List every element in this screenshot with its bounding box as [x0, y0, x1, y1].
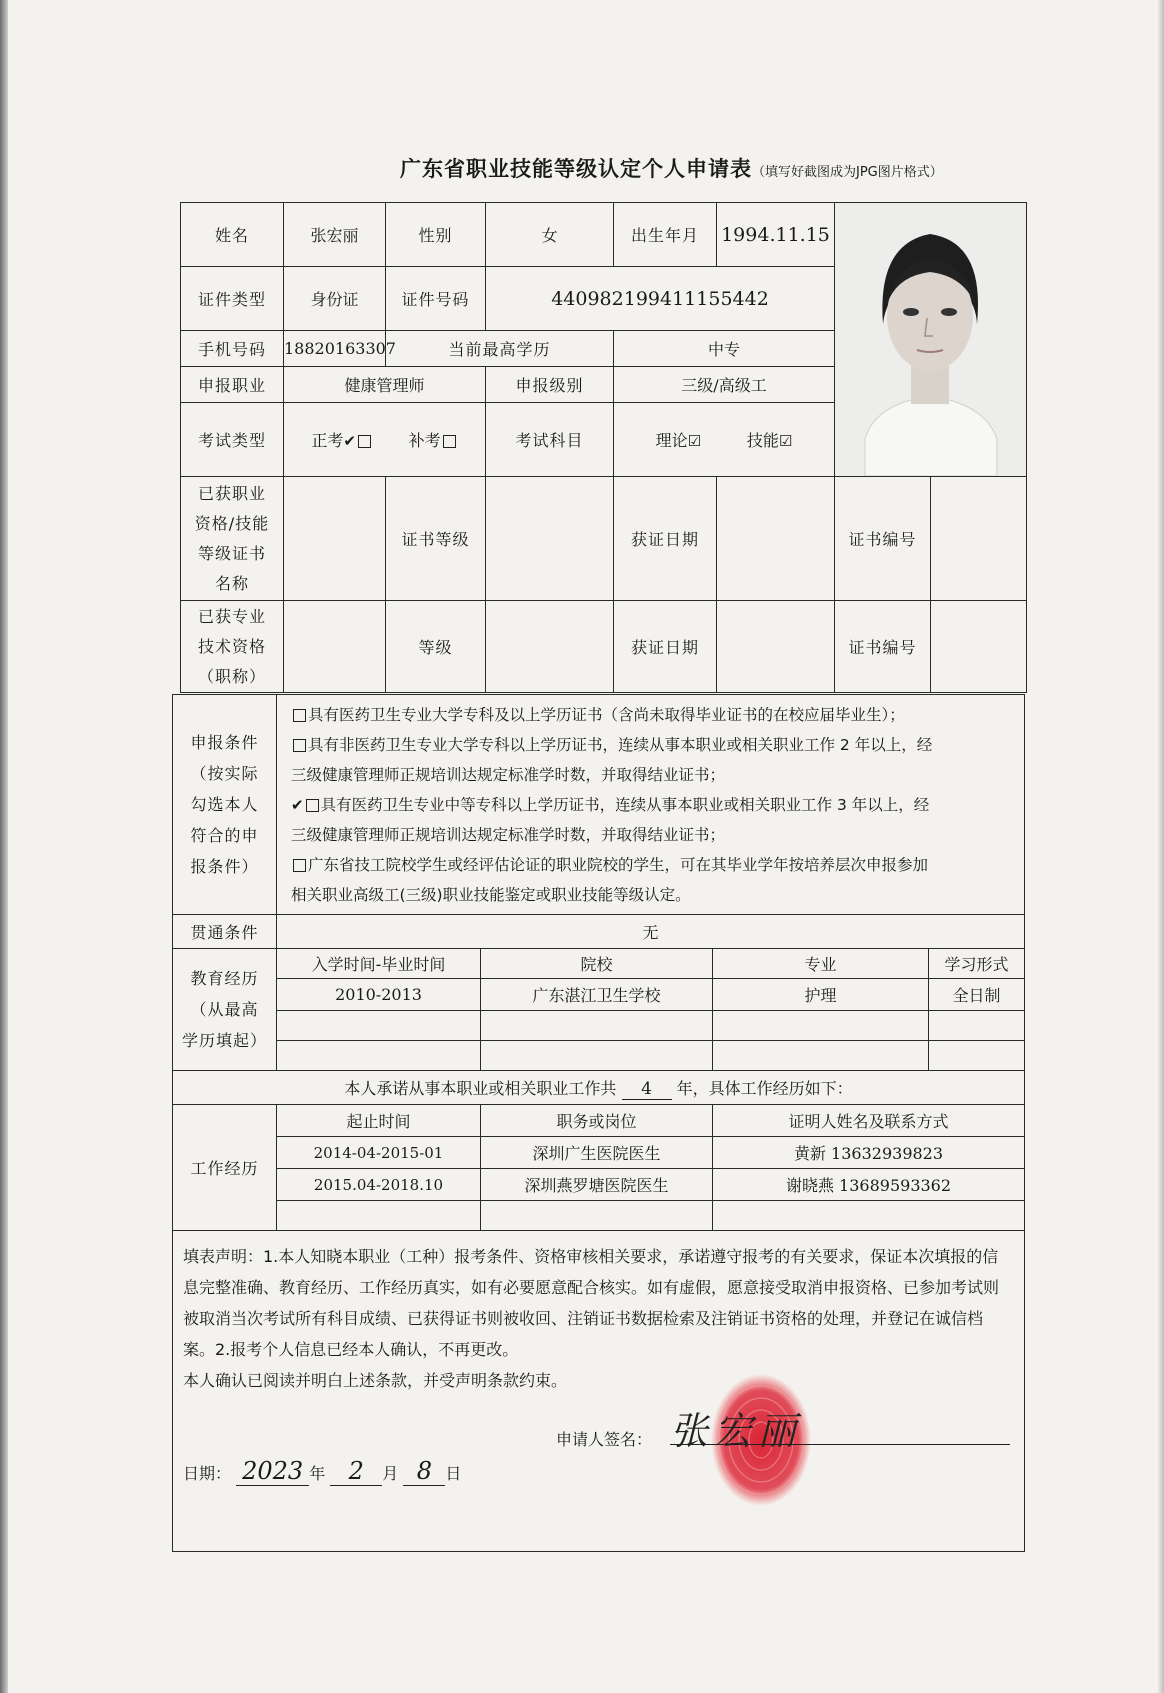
- declaration-text: 填表声明：1.本人知晓本职业（工种）报考条件、资格审核相关要求，承诺遵守报考的有关要求，保证本次填报的信息完整准确、教育经历、工作经历真实，如有必要愿意配合核实。如有虚假，愿意接受取消申报资格、已参加考试则被取消当次考试所有科目成绩、已获得证书则被收回、注销证书数据检索及注销证书资格的处理，并登记在诚信档案。2.报考个人信息已经本人确认，不再更改。: [183, 1247, 1000, 1359]
- condition-item-2: [285, 730, 1016, 760]
- birth-value[interactable]: 1994.11.15: [717, 203, 835, 267]
- job-label: 申报职业: [181, 367, 284, 403]
- edu-row1-form[interactable]: 全日制: [929, 979, 1025, 1011]
- applicant-signature[interactable]: 张宏丽: [670, 1409, 803, 1453]
- cert2-label-line3: （职称）: [197, 666, 266, 686]
- cert1-no-value[interactable]: [931, 477, 1027, 601]
- portrait-image: [835, 204, 1025, 476]
- conditions-label-line5: 报条件）: [190, 857, 259, 876]
- work-promise: [173, 1071, 1025, 1105]
- education-label: [173, 949, 277, 1071]
- condition-4-checkbox[interactable]: [293, 859, 306, 872]
- page-shadow-left: [0, 0, 8, 1693]
- work-row3-position[interactable]: [481, 1201, 713, 1231]
- edu-row3-school[interactable]: [481, 1041, 713, 1071]
- edu-value[interactable]: 中专: [614, 331, 835, 367]
- id-no-label: 证件号码: [386, 267, 486, 331]
- exam-bu-checkbox[interactable]: [443, 435, 456, 448]
- condition-1-text: 具有医药卫生专业大学专科及以上学历证书（含尚未取得毕业证书的在校应届毕业生）；: [308, 705, 905, 724]
- cert1-grade-label: 证书等级: [386, 477, 486, 601]
- condition-item-4: [285, 850, 1016, 880]
- theory-checkbox[interactable]: ☑: [687, 432, 702, 450]
- signature-label: 申请人签名：: [556, 1430, 653, 1449]
- level-label: 申报级别: [486, 367, 614, 403]
- condition-item-3: [285, 790, 1016, 820]
- condition-2-checkbox[interactable]: [293, 739, 306, 752]
- conditions-label-line4: 符合的申: [190, 826, 259, 845]
- name-value[interactable]: 张宏丽: [284, 203, 386, 267]
- date-day[interactable]: 8: [403, 1457, 445, 1486]
- condition-2-text: 具有非医药卫生专业大学专科以上学历证书，连续从事本职业或相关职业工作 2 年以上，经: [308, 735, 933, 754]
- exam-type-options: [284, 403, 486, 477]
- cert1-label: [181, 477, 284, 601]
- skill-checkbox[interactable]: ☑: [778, 432, 793, 450]
- cert2-label: [181, 601, 284, 693]
- date-label: 日期：: [183, 1464, 232, 1483]
- table-row: [173, 1169, 1025, 1201]
- theory-label: 理论: [655, 431, 688, 450]
- conditions-label-line2: （按实际: [190, 764, 259, 783]
- edu-row2-time[interactable]: [277, 1011, 481, 1041]
- conditions-label-line1: 申报条件: [190, 733, 259, 752]
- phone-value[interactable]: 18820163307: [284, 331, 386, 367]
- condition-item-2-cont: 三级健康管理师正规培训达规定标准学时数，并取得结业证书；: [291, 765, 726, 784]
- edu-row1-school[interactable]: 广东湛江卫生学校: [481, 979, 713, 1011]
- form-title: [400, 153, 943, 183]
- work-row1-witness[interactable]: 黄新 13632939823: [713, 1137, 1025, 1169]
- cert1-grade-value[interactable]: [486, 477, 614, 601]
- cert2-name-value[interactable]: [284, 601, 386, 693]
- work-row2-position[interactable]: 深圳燕罗塘医院医生: [481, 1169, 713, 1201]
- cert1-label-line1: 已获职业: [197, 483, 266, 503]
- through-label: 贯通条件: [173, 915, 277, 949]
- birth-label: 出生年月: [614, 203, 717, 267]
- edu-row1-major[interactable]: 护理: [713, 979, 929, 1011]
- exam-zheng-check-mark: ✔: [343, 432, 356, 450]
- cert2-grade-value[interactable]: [486, 601, 614, 693]
- work-header-position: 职务或岗位: [481, 1105, 713, 1137]
- conditions-label-line3: 勾选本人: [190, 795, 259, 814]
- edu-header-major: 专业: [713, 949, 929, 979]
- edu-row2-school[interactable]: [481, 1011, 713, 1041]
- skill-label: 技能: [746, 431, 779, 450]
- cert1-label-line2: 资格/技能: [194, 513, 270, 533]
- edu-row2-form[interactable]: [929, 1011, 1025, 1041]
- declaration-cell: [173, 1231, 1025, 1552]
- id-photo: [835, 203, 1027, 477]
- cert1-date-value[interactable]: [717, 477, 835, 601]
- work-years-value[interactable]: 4: [622, 1079, 672, 1100]
- cert1-label-line3: 等级证书: [197, 543, 266, 563]
- edu-header-time: 入学时间-毕业时间: [277, 949, 481, 979]
- condition-3-checkbox[interactable]: [306, 799, 319, 812]
- conditions-label: [173, 695, 277, 915]
- through-value[interactable]: 无: [277, 915, 1025, 949]
- exam-bu-label: 补考: [408, 431, 441, 450]
- education-label-line3: 学历填起）: [181, 1031, 267, 1050]
- table-row: [173, 1041, 1025, 1071]
- cert2-date-value[interactable]: [717, 601, 835, 693]
- gender-value[interactable]: 女: [486, 203, 614, 267]
- exam-type-label: 考试类型: [181, 403, 284, 477]
- condition-4-text: 广东省技工院校学生或经评估论证的职业院校的学生，可在其毕业学年按培养层次申报参加: [308, 855, 929, 874]
- date-year-unit: 年: [309, 1464, 326, 1483]
- exam-subject-label: 考试科目: [486, 403, 614, 477]
- exam-subject-options: [614, 403, 835, 477]
- work-row3-time[interactable]: [277, 1201, 481, 1231]
- table-row: [173, 1137, 1025, 1169]
- cert1-name-value[interactable]: [284, 477, 386, 601]
- name-label: 姓名: [181, 203, 284, 267]
- work-row2-witness[interactable]: 谢晓燕 13689593362: [713, 1169, 1025, 1201]
- work-promise-post: 年，具体工作经历如下：: [676, 1078, 853, 1098]
- edu-row3-form[interactable]: [929, 1041, 1025, 1071]
- cert2-no-value[interactable]: [931, 601, 1027, 693]
- condition-3-check-mark: ✔: [291, 795, 304, 814]
- date-year[interactable]: 2023: [236, 1457, 309, 1486]
- condition-item-1: [285, 700, 1016, 730]
- gender-label: 性别: [386, 203, 486, 267]
- condition-item-4-cont: 相关职业高级工(三级)职业技能鉴定或职业技能等级认定。: [291, 885, 691, 904]
- work-header-time: 起止时间: [277, 1105, 481, 1137]
- id-type-label: 证件类型: [181, 267, 284, 331]
- edu-row3-time[interactable]: [277, 1041, 481, 1071]
- edu-row2-major[interactable]: [713, 1011, 929, 1041]
- date-month-unit: 月: [382, 1464, 399, 1483]
- edu-row1-time[interactable]: 2010-2013: [277, 979, 481, 1011]
- conditions-list: [277, 695, 1025, 915]
- date-month[interactable]: 2: [330, 1457, 382, 1486]
- conditions-table: [172, 694, 1025, 1552]
- form-title-text: 广东省职业技能等级认定个人申请表: [400, 157, 752, 181]
- date-day-unit: 日: [445, 1464, 462, 1483]
- cert1-label-line4: 名称: [214, 573, 249, 593]
- cert2-label-line1: 已获专业: [197, 606, 266, 626]
- education-label-line1: 教育经历: [190, 969, 259, 988]
- cert2-grade-label: 等级: [386, 601, 486, 693]
- personal-info-table: [180, 202, 1027, 693]
- work-row1-time[interactable]: 2014-04-2015-01: [277, 1137, 481, 1169]
- work-promise-pre: 本人承诺从事本职业或相关职业工作共: [344, 1078, 617, 1098]
- table-row: [173, 979, 1025, 1011]
- cert2-label-line2: 技术资格: [197, 636, 266, 656]
- edu-row3-major[interactable]: [713, 1041, 929, 1071]
- form-title-note: （填写好截图成为JPG图片格式）: [752, 165, 943, 180]
- id-no-value[interactable]: 440982199411155442: [486, 267, 835, 331]
- edu-header-school: 院校: [481, 949, 713, 979]
- work-row2-time[interactable]: 2015.04-2018.10: [277, 1169, 481, 1201]
- job-value[interactable]: 健康管理师: [284, 367, 486, 403]
- table-row: [173, 1201, 1025, 1231]
- work-header-witness: 证明人姓名及联系方式: [713, 1105, 1025, 1137]
- table-row: [173, 1011, 1025, 1041]
- cert1-date-label: 获证日期: [614, 477, 717, 601]
- work-row3-witness[interactable]: [713, 1201, 1025, 1231]
- exam-zheng-checkbox[interactable]: [358, 435, 371, 448]
- date-field: [183, 1457, 461, 1486]
- signature-line: [670, 1443, 1010, 1445]
- edu-header-form: 学习形式: [929, 949, 1025, 979]
- level-value[interactable]: 三级/高级工: [614, 367, 835, 403]
- exam-zheng-label: 正考: [311, 431, 344, 450]
- condition-3-text: 具有医药卫生专业中等专科以上学历证书，连续从事本职业或相关职业工作 3 年以上，经: [320, 795, 930, 814]
- id-type-value[interactable]: 身份证: [284, 267, 386, 331]
- cert2-no-label: 证书编号: [835, 601, 931, 693]
- page-shadow-right: [1158, 0, 1164, 1693]
- cert2-date-label: 获证日期: [614, 601, 717, 693]
- condition-item-3-cont: 三级健康管理师正规培训达规定标准学时数，并取得结业证书；: [291, 825, 726, 844]
- condition-1-checkbox[interactable]: [293, 709, 306, 722]
- cert1-no-label: 证书编号: [835, 477, 931, 601]
- edu-label: 当前最高学历: [386, 331, 614, 367]
- work-row1-position[interactable]: 深圳广生医院医生: [481, 1137, 713, 1169]
- education-label-line2: （从最高: [190, 1000, 259, 1019]
- work-label: 工作经历: [173, 1105, 277, 1231]
- declaration-confirm: 本人确认已阅读并明白上述条款，并受声明条款约束。: [183, 1371, 568, 1390]
- phone-label: 手机号码: [181, 331, 284, 367]
